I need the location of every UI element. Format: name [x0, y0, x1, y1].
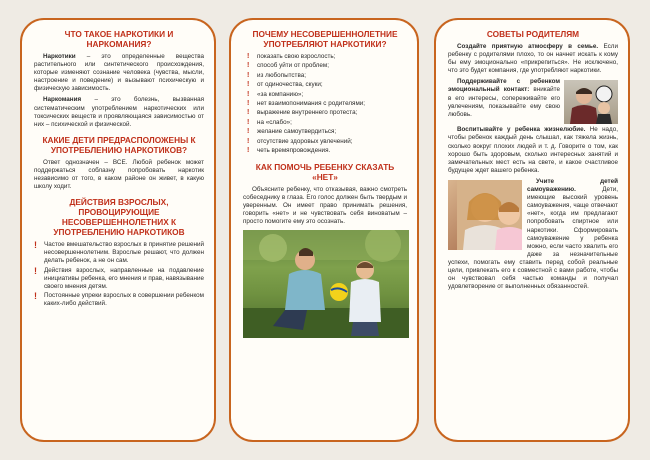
paragraph-self-respect	[448, 178, 618, 291]
paragraph-pleasant-atmosphere	[448, 43, 618, 75]
advice-emotional-contact: Поддерживайте с ребенком эмоциональный контакт:	[448, 78, 560, 94]
reason-item: ! «за компанию»;	[247, 90, 304, 98]
reason-item: ! выражение внутреннего протеста;	[247, 109, 358, 117]
adult-action-item: ! Действия взрослых, направленные на подавление инициативы ребенка, его мнения и прав, навязывание своего мнения детям.	[34, 265, 204, 290]
advice-self-respect: Учите детей самоуважению.	[527, 177, 618, 194]
heading-help-say-no: КАК ПОМОЧЬ РЕБЕНКУ СКАЗАТЬ «НЕТ»	[255, 162, 395, 182]
advice-pleasant-atmosphere-text: Если ребенку с родителями плохо, то он начнет искать к кому бы ему эмоционально «прикрепиться». Не исключено, что это будет компания, где употребляют наркотики.	[448, 43, 618, 75]
exclamation-icon: !	[247, 128, 250, 136]
exclamation-icon: !	[247, 81, 250, 89]
panel-what-are-drugs	[20, 18, 216, 442]
paragraph-help-say-no: Объясните ребенку, что отказывая, важно смотреть собеседнику в глаза. Его голос должен быть твердым и уверенным. Он имеет право принимать решения, говорить «нет» и не чувствовать себя виноватым – просто помогите ему это осознать.	[243, 186, 407, 226]
exclamation-icon: !	[247, 71, 250, 79]
heading-why-minors-use: ПОЧЕМУ НЕСОВЕРШЕННОЛЕТНИЕ УПОТРЕБЛЯЮТ НАРКОТИКИ?	[252, 29, 398, 49]
reason-item: ! показать свою взрослость;	[247, 53, 336, 60]
exclamation-icon: !	[34, 290, 37, 301]
reason-item: ! способ уйти от проблем;	[247, 62, 329, 70]
advice-self-respect-text: Дети, имеющие высокий уровень самоуважения, чаще отвечают «нет», когда им предлагают попробовать спиртное или наркотики. Сформировать самоуважение у ребенка можно, если часто хвалить его даже за незначительные успехи, помогать ему ставить перед собой реальные цели, привлекать его к совместной с вами работе, чтобы он чувствовал себя частью команды и получал удовлетворение от выполненных обязанностей.	[448, 186, 618, 291]
reason-item: ! из любопытства;	[247, 71, 306, 79]
term-drugs: Наркотики	[43, 53, 76, 60]
exclamation-icon: !	[247, 99, 250, 107]
exclamation-icon: !	[247, 109, 250, 117]
reason-item: ! от одиночества, скуки;	[247, 81, 323, 89]
father-son-illustration	[243, 230, 409, 338]
exclamation-icon: !	[247, 137, 250, 145]
drugs-definition-text: – это определенные вещества растительного или синтетического происхождения, которые изменяют сознание человека (чувства, мысли, настроение и поведение) и вызывают психическую и физическую зависимость.	[34, 53, 204, 93]
term-addiction: Наркомания	[43, 96, 82, 104]
father-son-photo	[243, 230, 409, 338]
reason-item: ! желание самоутвердиться;	[247, 128, 337, 136]
exclamation-icon: !	[34, 265, 37, 276]
adult-action-item: ! Частое вмешательство взрослых в принятие решений несовершеннолетним. Взрослые решают, что должен делать ребенок, а не он сам.	[34, 240, 204, 265]
paragraph-love-of-life	[448, 126, 618, 175]
paragraph-addiction-definition	[34, 96, 204, 128]
paragraph-drugs-definition	[34, 53, 204, 93]
mother-child-photo	[448, 180, 522, 250]
adult-action-item: ! Постоянные упреки взрослых в совершении ребенком каких-либо действий.	[34, 290, 204, 307]
exclamation-icon: !	[247, 146, 250, 154]
paragraph-all-children: Ответ однозначен – ВСЕ. Любой ребенок может поддержаться соблазну попробовать наркотик независимо от того, в каком районе он живет, в какую школу ходит.	[34, 158, 204, 191]
heading-which-children: КАКИЕ ДЕТИ ПРЕДРАСПОЛОЖЕНЫ К УПОТРЕБЛЕНИЮ НАРКОТИКОВ?	[42, 134, 196, 155]
heading-what-are-drugs: ЧТО ТАКОЕ НАРКОТИКИ И НАРКОМАНИЯ?	[64, 29, 174, 49]
addiction-definition-text: – это болезнь, вызванная систематическим употреблением наркотических или токсических веществ и проявляющаяся зависимостью от них – психической и физической.	[34, 96, 204, 128]
advice-pleasant-atmosphere: Создайте приятную атмосферу в семье.	[457, 43, 599, 50]
panel-advice-to-parents	[434, 18, 630, 442]
heading-adult-actions: ДЕЙСТВИЯ ВЗРОСЛЫХ, ПРОВОЦИРУЮЩИЕ НЕСОВЕРШЕННОЛЕТНИХ К УПОТРЕБЛЕНИЮ НАРКОТИКОВ	[53, 197, 185, 238]
reasons-list	[247, 53, 407, 155]
exclamation-icon: !	[247, 118, 250, 126]
reason-item: ! нет взаимопонимания с родителями;	[247, 99, 366, 107]
advice-love-of-life-text: Не надо, чтобы ребенок каждый день слышал, как тяжела жизнь, сколько вокруг плохих людей и т. д. Говорите о том, как хорошо быть здоровым, сколько интересных занятий и замечательных мест есть на свете, и какое счастливое будущее ждет вашего ребенка.	[448, 126, 618, 174]
heading-advice-to-parents: СОВЕТЫ РОДИТЕЛЯМ	[486, 29, 580, 39]
panel-why-minors-use	[229, 18, 419, 442]
father-daughter-illustration	[564, 80, 618, 124]
reason-item: ! на «слабо»;	[247, 118, 292, 126]
reason-item: ! отсутствие здоровых увлечений;	[247, 137, 353, 145]
exclamation-icon: !	[247, 90, 250, 98]
advice-emotional-contact-text: вникайте в его интересы, сопереживайте его увлечениям, показывайте ему свою любовь.	[448, 86, 560, 118]
reason-item: ! четь времяпровождения.	[247, 146, 331, 154]
father-daughter-photo	[564, 80, 618, 124]
exclamation-icon: !	[247, 62, 250, 70]
advice-love-of-life: Воспитывайте у ребенка жизнелюбие.	[457, 126, 586, 134]
exclamation-icon: !	[247, 53, 250, 60]
mother-child-illustration	[457, 180, 522, 250]
exclamation-icon: !	[34, 240, 37, 251]
